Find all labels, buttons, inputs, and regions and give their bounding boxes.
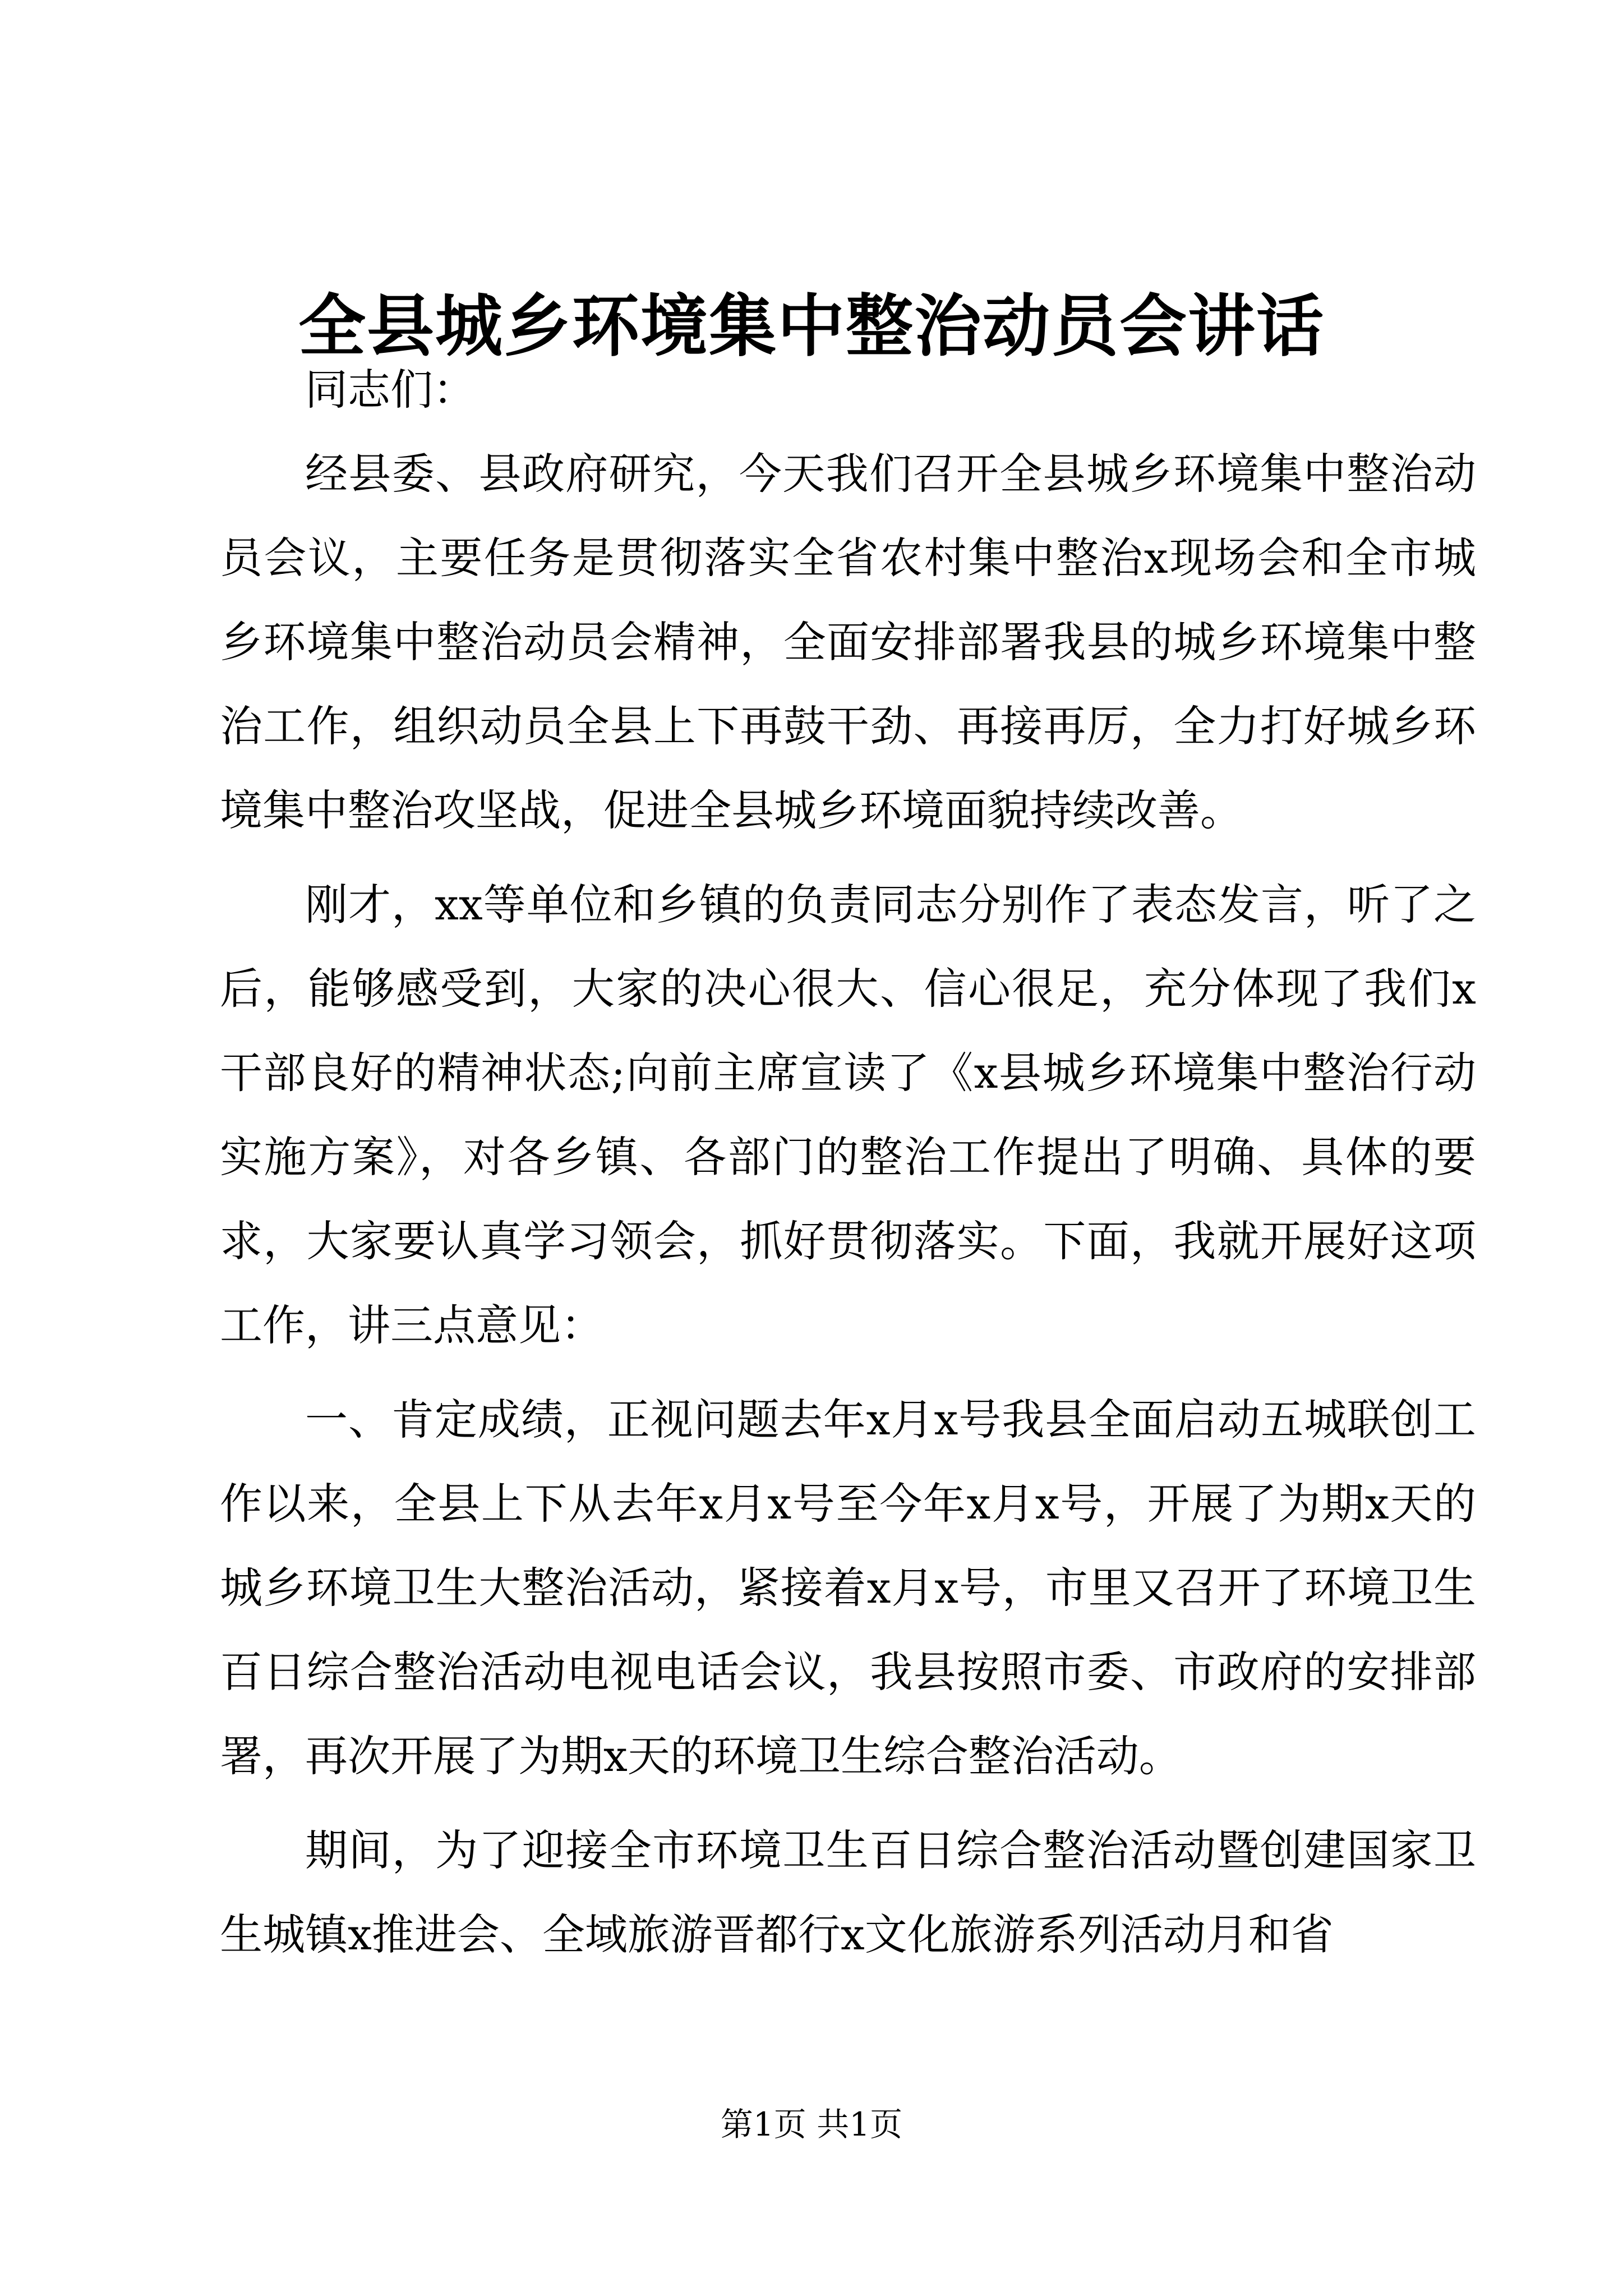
paragraph-4: 期间，为了迎接全市环境卫生百日综合整治活动暨创建国家卫生城镇x推进会、全域旅游晋都行x文化旅游系列活动月和省 (220, 1825, 1476, 1959)
page-footer: 第1页 共1页 (720, 2105, 903, 2143)
document-title: 全县城乡环境集中整治动员会讲话 (298, 287, 1325, 366)
paragraph-3: 一、肯定成绩，正视问题去年x月x号我县全面启动五城联创工作以来，全县上下从去年x月x号至今年x月x号，开展了为期x天的城乡环境卫生大整治活动，紧接着x月x号，市里又召开了环境卫生百日综合整治活动电视电话会议，我县按照市委、市政府的安排部署，再次开展了为期x天的环境卫生综合整治活动。 (220, 1395, 1476, 1781)
document-body (220, 348, 1476, 1977)
greeting: 同志们： (305, 365, 476, 415)
paragraph-2: 刚才，xx等单位和乡镇的负责同志分别作了表态发言，听了之后，能够感受到，大家的决心很大、信心很足，充分体现了我们x干部良好的精神状态;向前主席宣读了《x县城乡环境集中整治行动实施方案》，对各乡镇、各部门的整治工作提出了明确、具体的要求，大家要认真学习领会，抓好贯彻落实。下面，我就开展好这项工作，讲三点意见： (220, 880, 1476, 1350)
paragraph-1: 经县委、县政府研究，今天我们召开全县城乡环境集中整治动员会议，主要任务是贯彻落实全省农村集中整治x现场会和全市城乡环境集中整治动员会精神，全面安排部署我县的城乡环境集中整治工作，组织动员全县上下再鼓干劲、再接再厉，全力打好城乡环境集中整治攻坚战，促进全县城乡环境面貌持续改善。 (220, 449, 1476, 835)
